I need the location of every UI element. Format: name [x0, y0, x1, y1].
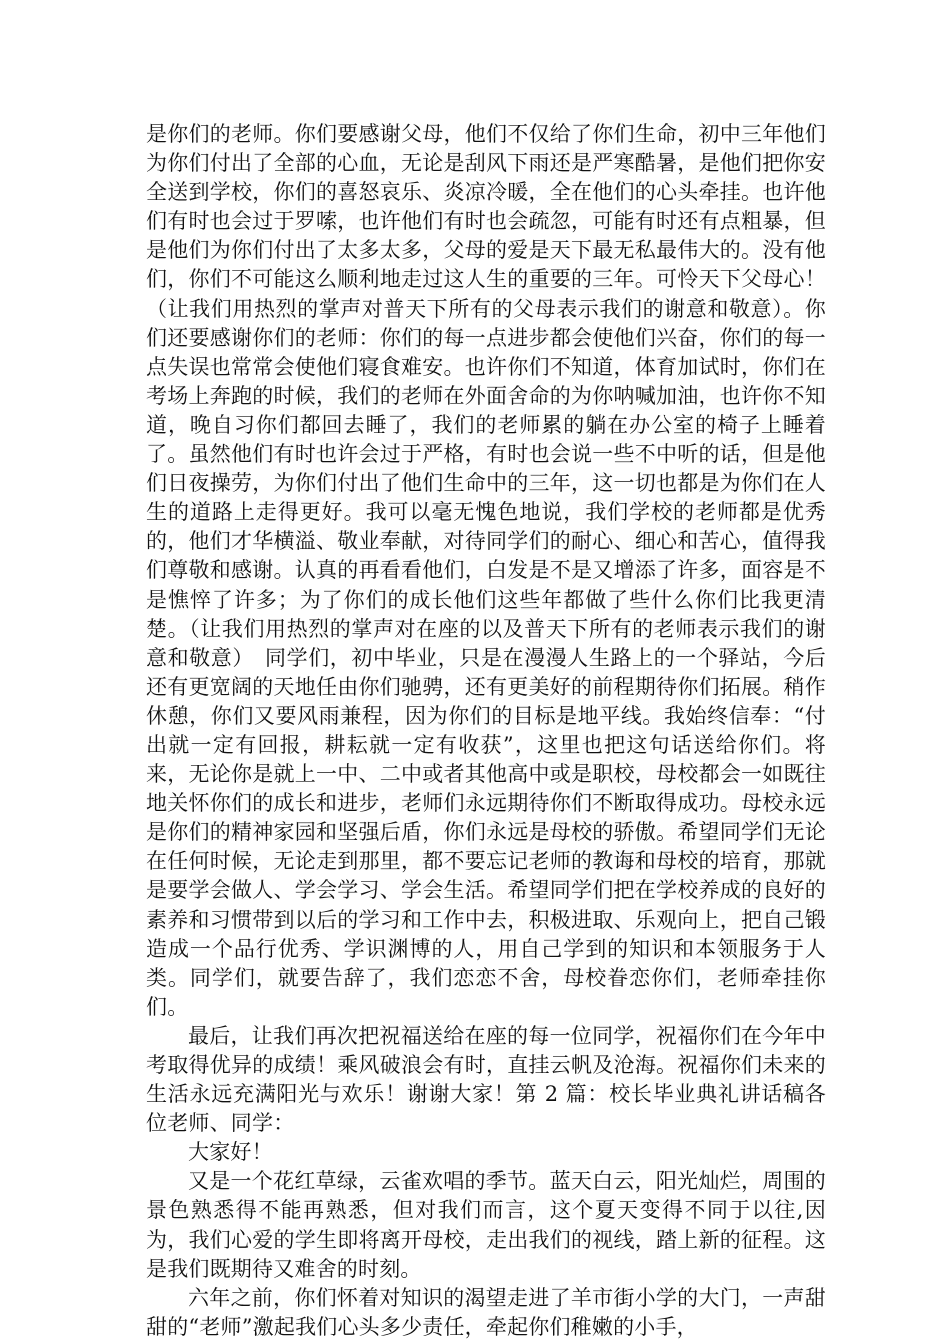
paragraph-greeting: 大家好！ [188, 1140, 273, 1165]
paragraph-season: 又是一个花红草绿，云雀欢唱的季节。蓝天白云，阳光灿烂，周围的景色熟悉得不能再熟悉，但对我们而言，这个夏天变得不同于以往,因为，我们心爱的学生即将离开母校，走出我们的视线，踏上新的征程。这是我们既期待又难舍的时刻。 [146, 1169, 826, 1281]
paragraph-six-years-ago: 六年之前，你们怀着对知识的渴望走进了羊市街小学的大门，一声甜甜的“老师”激起我们心头多少责任，牵起你们稚嫩的小手， [146, 1285, 826, 1339]
document-body [146, 120, 826, 1342]
paragraph-thanks-parents-teachers: 是你们的老师。你们要感谢父母，他们不仅给了你们生命，初中三年他们为你们付出了全部的心血，无论是刮风下雨还是严寒酷暑，是他们把你安全送到学校，你们的喜怒哀乐、炎凉冷暖，全在他们的心头牵挂。也许他们有时也会过于罗嗦，也许他们有时也会疏忽，可能有时还有点粗暴，但是他们为你们付出了太多太多，父母的爱是天下最无私最伟大的。没有他们，你们不可能这么顺利地走过这人生的重要的三年。可怜天下父母心！（让我们用热烈的掌声对普天下所有的父母表示我们的谢意和敬意）。你们还要感谢你们的老师：你们的每一点进步都会使他们兴奋，你们的每一点失误也常常会使他们寝食难安。也许你们不知道，体育加试时，你们在考场上奔跑的时候，我们的老师在外面舍命的为你呐喊加油，也许你不知道，晚自习你们都回去睡了，我们的老师累的躺在办公室的椅子上睡着了。虽然他们有时也许会过于严格，有时也会说一些不中听的话，但是他们日夜操劳，为你们付出了他们生命中的三年，这一切也都是为你们在人生的道路上走得更好。我可以毫无愧色地说，我们学校的老师都是优秀的，他们才华横溢、敬业奉献，对待同学们的耐心、细心和苦心，值得我们尊敬和感谢。认真的再看看他们，白发是不是又增添了许多，面容是不是憔悴了许多；为了你们的成长他们这些年都做了些什么你们比我更清楚。（让我们用热烈的掌声对在座的以及普天下所有的老师表示我们的谢意和敬意） 同学们，初中毕业，只是在漫漫人生路上的一个驿站，今后还有更宽阔的天地任由你们驰骋，还有更美好的前程期待你们拓展。稍作休憩，你们又要风雨兼程，因为你们的目标是地平线。我始终信奉：“付出就一定有回报，耕耘就一定有收获”，这里也把这句话送给你们。将来，无论你是就上一中、二中或者其他高中或是职校，母校都会一如既往地关怀你们的成长和进步，老师们永远期待你们不断取得成功。母校永远是你们的精神家园和坚强后盾，你们永远是母校的骄傲。希望同学们无论在任何时候，无论走到那里，都不要忘记老师的教诲和母校的培育，那就是要学会做人、学会学习、学会生活。希望同学们把在学校养成的良好的素养和习惯带到以后的学习和工作中去，积极进取、乐观向上，把自己锻造成一个品行优秀、学识渊博的人，用自己学到的知识和本领服务于人类。同学们，就要告辞了，我们恋恋不舍，母校眷恋你们，老师牵挂你们。 [146, 122, 826, 1019]
paragraph-closing-blessing: 最后，让我们再次把祝福送给在座的每一位同学，祝福你们在今年中考取得优异的成绩！乘风破浪会有时，直挂云帆及沧海。祝福你们未来的生活永远充满阳光与欢乐！谢谢大家！第 2 篇：校长毕业典礼讲话稿各位老师、同学： [146, 1023, 826, 1136]
